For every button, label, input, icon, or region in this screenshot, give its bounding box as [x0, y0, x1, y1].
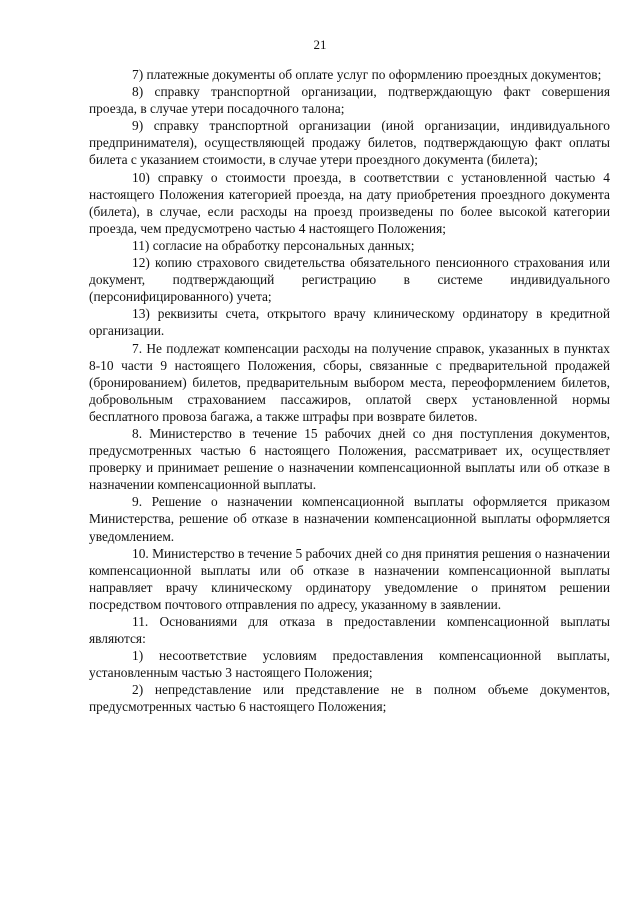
document-body: [89, 66, 610, 716]
clause-11-refusal-grounds: 11. Основаниями для отказа в предоставлении компенсационной выплаты являются:: [89, 614, 610, 647]
refusal-ground-2: 2) непредставление или представление не в полном объеме документов, предусмотренных частью 6 настоящего Положения;: [89, 682, 610, 715]
clause-9-decision-form: 9. Решение о назначении компенсационной выплаты оформляется приказом Министерства, решение об отказе в назначении компенсационной выплаты оформляется уведомлением.: [89, 494, 610, 544]
clause-8-ministry-review: 8. Министерство в течение 15 рабочих дней со дня поступления документов, предусмотренных частью 6 настоящего Положения, рассматривает их, осуществляет проверку и принимает решение о назначении компенсационной выплаты или об отказе в назначении компенсационной выплаты.: [89, 425, 610, 493]
list-item-8-transport-certificate: 8) справку транспортной организации, подтверждающую факт совершения проезда, в случае утери посадочного талона;: [89, 84, 610, 117]
list-item-11-data-consent: 11) согласие на обработку персональных данных;: [132, 237, 415, 253]
list-item-10-fare-certificate: 10) справку о стоимости проезда, в соответствии с установленной частью 4 настоящего Положения категорией проезда, на дату приобретения проездного документа (билета), в случае, если расходы на проезд произведены по более высокой категории проезда, чем предусмотрено частью 4 настоящего Положения;: [89, 169, 610, 236]
clause-7-non-compensable-expenses: 7. Не подлежат компенсации расходы на получение справок, указанных в пунктах 8-10 части 9 настоящего Положения, сборы, связанные с предварительной продажей (бронированием) билетов, предварительным выбором места, переоформлением билетов, добровольным страхованием пассажиров, оплатой сверх установленной нормы бесплатного провоза багажа, а также штрафы при возврате билетов.: [89, 340, 610, 424]
clause-10-notification: 10. Министерство в течение 5 рабочих дней со дня принятия решения о назначении компенсационной выплаты или об отказе в назначении компенсационной выплаты направляет врачу клиническому ординатору уведомление о принятом решении посредством почтового отправления по адресу, указанному в заявлении.: [89, 545, 610, 612]
list-item-9-ticket-seller-certificate: 9) справку транспортной организации (иной организации, индивидуального предпринимателя), осуществляющей продажу билетов, подтверждающую факт оплаты билета с указанием стоимости, в случае утери проездного документа (билета);: [89, 118, 610, 168]
list-item-13-bank-details: 13) реквизиты счета, открытого врачу клиническому ординатору в кредитной организации.: [89, 306, 610, 339]
refusal-ground-1: 1) несоответствие условиям предоставления компенсационной выплаты, установленным частью 3 настоящего Положения;: [89, 648, 610, 681]
list-item-7-payment-documents: 7) платежные документы об оплате услуг по оформлению проездных документов;: [132, 67, 602, 82]
page-number: 21: [313, 37, 327, 52]
list-item-12-insurance-certificate: 12) копию страхового свидетельства обязательного пенсионного страхования или документ, подтверждающий регистрацию в системе индивидуального (персонифицированного) учета;: [89, 255, 610, 305]
